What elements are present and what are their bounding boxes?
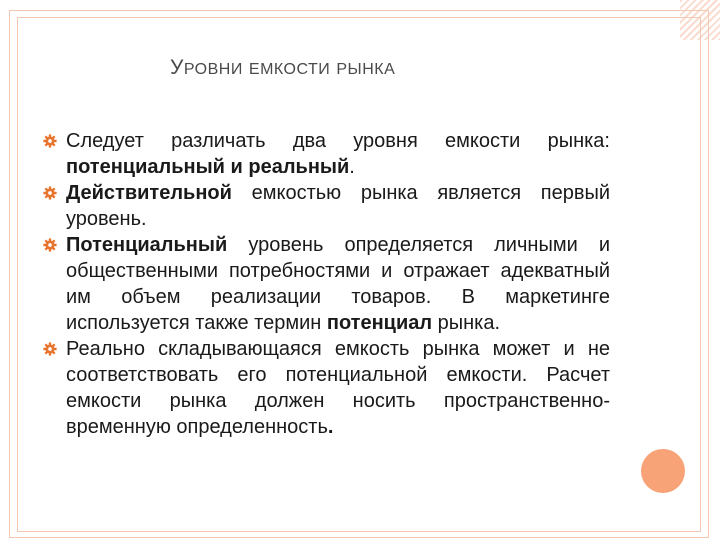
title-word-3: РЫНКА bbox=[336, 61, 396, 78]
slide-title bbox=[170, 56, 395, 80]
title-word-1: РОВНИ bbox=[183, 61, 243, 78]
bullet-item: Потенциальный уровень определяется личными и общественными потребностями и отражает адекватный им объем реализации товаров. В маркетинге используется также термин потенциал рынка. bbox=[66, 232, 610, 336]
title-initial: У bbox=[170, 56, 184, 79]
bullet-list bbox=[66, 128, 610, 440]
bullet-item: Реально складывающаяся емкость рынка может и не соответствовать его потенциальной емкости. Расчет емкости рынка должен носить пространственно-временную определенность. bbox=[66, 336, 610, 440]
bullet-item: Следует различать два уровня емкости рынка: потенциальный и реальный. bbox=[66, 128, 610, 180]
gear-icon bbox=[43, 342, 57, 356]
gear-icon bbox=[43, 134, 57, 148]
decorative-circle bbox=[641, 449, 685, 493]
gear-icon bbox=[43, 186, 57, 200]
bullet-item: Действительной емкостью рынка является первый уровень. bbox=[66, 180, 610, 232]
gear-icon bbox=[43, 238, 57, 252]
title-word-2: ЕМКОСТИ bbox=[248, 61, 331, 78]
